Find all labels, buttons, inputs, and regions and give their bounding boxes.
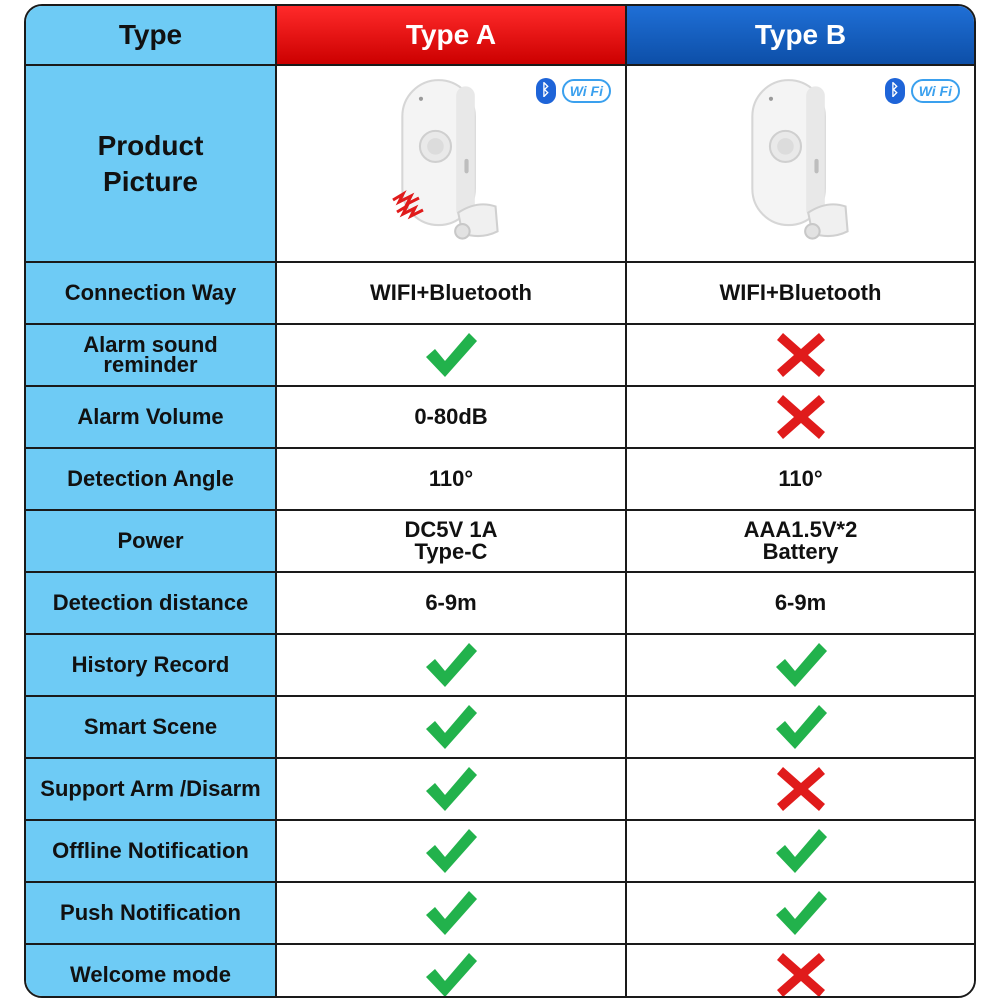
row-label: Power	[26, 511, 277, 573]
type-b-value	[627, 511, 974, 573]
checkmark-icon	[423, 763, 479, 815]
header-type: Type	[26, 6, 277, 66]
wifi-icon: Wi Fi	[562, 79, 611, 103]
connectivity-badges	[885, 78, 960, 104]
product-image-type-b	[627, 66, 974, 263]
row-label	[26, 325, 277, 387]
type-a-value	[277, 325, 627, 387]
checkmark-icon	[423, 887, 479, 939]
type-a-value: 110°	[277, 449, 627, 511]
power-a-line1: DC5V 1A	[404, 517, 498, 542]
type-a-value	[277, 511, 627, 573]
row-label: Welcome mode	[26, 945, 277, 998]
type-b-value: 6-9m	[627, 573, 974, 635]
type-a-value	[277, 821, 627, 883]
checkmark-icon	[773, 701, 829, 753]
type-b-value	[627, 759, 974, 821]
checkmark-icon	[423, 329, 479, 381]
connectivity-badges	[536, 78, 611, 104]
row-label: Offline Notification	[26, 821, 277, 883]
type-b-value	[627, 635, 974, 697]
checkmark-icon	[423, 949, 479, 999]
row-label: Connection Way	[26, 263, 277, 325]
product-image-type-a	[277, 66, 627, 263]
type-a-value: 0-80dB	[277, 387, 627, 449]
product-label-line1: Product	[97, 129, 204, 161]
type-b-value	[627, 387, 974, 449]
type-a-value: WIFI+Bluetooth	[277, 263, 627, 325]
cross-icon	[773, 329, 829, 381]
comparison-table	[24, 4, 976, 998]
bluetooth-icon: ᛒ	[536, 78, 556, 104]
cross-icon	[773, 949, 829, 999]
cross-icon	[773, 391, 829, 443]
type-a-value: 6-9m	[277, 573, 627, 635]
cross-icon	[773, 763, 829, 815]
row-label: Smart Scene	[26, 697, 277, 759]
bluetooth-icon: ᛒ	[885, 78, 905, 104]
type-a-value	[277, 697, 627, 759]
type-b-value	[627, 945, 974, 998]
checkmark-icon	[773, 639, 829, 691]
type-b-value: 110°	[627, 449, 974, 511]
header-type-a: Type A	[277, 6, 627, 66]
motion-sensor-image	[741, 76, 861, 252]
row-label: Detection Angle	[26, 449, 277, 511]
power-a-line2: Type-C	[414, 539, 488, 564]
row-label: Alarm Volume	[26, 387, 277, 449]
checkmark-icon	[423, 639, 479, 691]
type-a-value	[277, 635, 627, 697]
header-type-b: Type B	[627, 6, 974, 66]
type-b-value	[627, 821, 974, 883]
product-label-line2: Picture	[103, 165, 198, 197]
row-label: Push Notification	[26, 883, 277, 945]
row-label: Support Arm /Disarm	[26, 759, 277, 821]
type-a-value	[277, 759, 627, 821]
power-b-line1: AAA1.5V*2	[743, 517, 858, 542]
type-b-value	[627, 325, 974, 387]
power-b-line2: Battery	[762, 539, 839, 564]
type-a-value	[277, 945, 627, 998]
motion-sensor-siren-image	[391, 76, 511, 252]
row-label-text: Alarm sound reminder	[83, 332, 218, 377]
type-b-value	[627, 697, 974, 759]
type-a-value	[277, 883, 627, 945]
row-label: History Record	[26, 635, 277, 697]
checkmark-icon	[423, 701, 479, 753]
checkmark-icon	[773, 825, 829, 877]
wifi-icon: Wi Fi	[911, 79, 960, 103]
row-label: Detection distance	[26, 573, 277, 635]
type-b-value	[627, 883, 974, 945]
checkmark-icon	[773, 887, 829, 939]
checkmark-icon	[423, 825, 479, 877]
type-b-value: WIFI+Bluetooth	[627, 263, 974, 325]
product-picture-label	[26, 66, 277, 263]
